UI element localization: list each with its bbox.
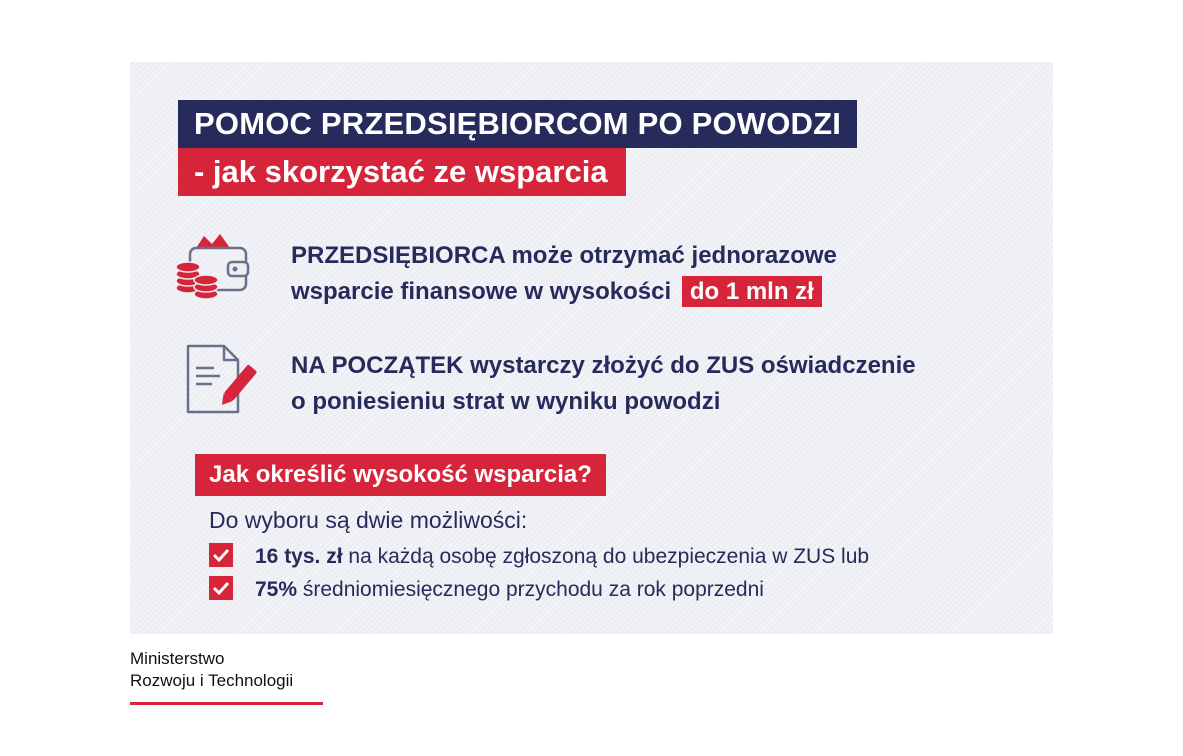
option-2-bold: 75% — [255, 578, 298, 601]
ministry-logo-line-2: Rozwoju i Technologii — [130, 671, 294, 690]
choice-intro: Do wyboru są dwie możliwości: — [209, 507, 528, 533]
ministry-logo-line-1: Ministerstwo — [130, 649, 225, 668]
amount-highlight: do 1 mln zł — [682, 276, 822, 307]
question-heading: Jak określić wysokość wsparcia? — [195, 454, 606, 496]
point-1-line-2 — [291, 274, 822, 310]
title-line-1: POMOC PRZEDSIĘBIORCOM PO POWODZI — [178, 100, 857, 148]
point-2-line-1: NA POCZĄTEK wystarczy złożyć do ZUS oświadczenie — [291, 352, 916, 379]
point-1-line-2-text: wsparcie finansowe w wysokości — [291, 278, 672, 305]
point-1-line-1: PRZEDSIĘBIORCA może otrzymać jednorazowe — [291, 242, 837, 269]
document-pen-icon — [184, 342, 260, 418]
title-line-2: - jak skorzystać ze wsparcia — [178, 148, 626, 196]
option-2 — [209, 575, 764, 605]
option-1-text: na każdą osobę zgłoszoną do ubezpieczenia w ZUS lub — [342, 545, 870, 568]
option-1-bold: 16 tys. zł — [255, 545, 343, 568]
wallet-coins-icon — [172, 230, 252, 302]
checkbox-icon — [209, 576, 233, 600]
logo-underline — [130, 702, 323, 705]
point-2-line-2: o poniesieniu strat w wyniku powodzi — [291, 388, 721, 415]
checkbox-icon — [209, 543, 233, 567]
option-1 — [209, 542, 869, 572]
option-2-text: średniomiesięcznego przychodu za rok poprzedni — [297, 578, 764, 601]
